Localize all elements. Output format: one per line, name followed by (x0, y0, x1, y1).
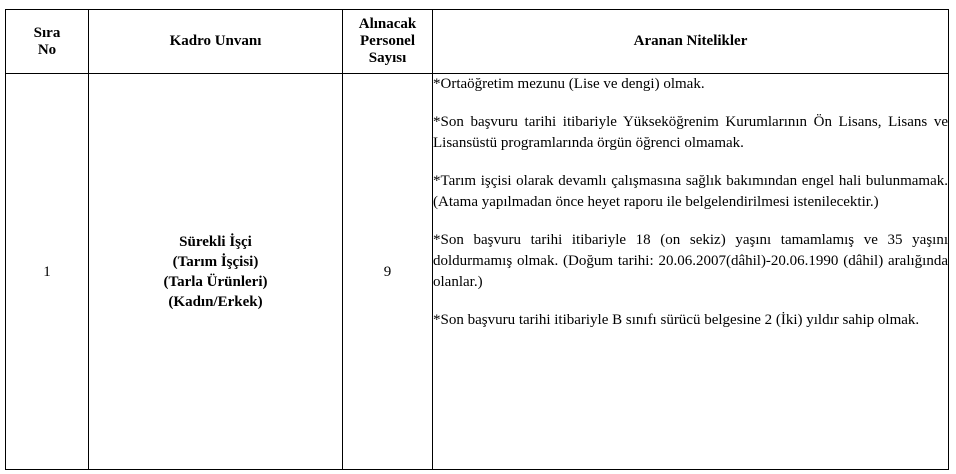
kadro-line-1: Sürekli İşçi (179, 233, 252, 250)
personnel-requirements-table (5, 9, 949, 470)
header-personel-sayisi (343, 10, 433, 74)
header-sira-line-1: Sıra (33, 24, 61, 41)
header-row (6, 10, 949, 74)
cell-sira-no: 1 (6, 74, 89, 470)
requirement-item: *Son başvuru tarihi itibariyle Yükseköğrenim Kurumlarının Ön Lisans, Lisans ve Lisansüstü programlarında örgün öğrenci olmamak. (433, 114, 948, 151)
kadro-line-2: (Tarım İşçisi) (172, 253, 259, 270)
requirement-item: *Ortaöğretim mezunu (Lise ve dengi) olmak. (433, 76, 705, 92)
header-personel-line-1: Alınacak (358, 16, 417, 32)
cell-aranan-nitelikler (433, 74, 949, 470)
kadro-line-3: (Tarla Ürünleri) (163, 273, 268, 290)
header-personel-line-3: Sayısı (368, 50, 407, 66)
requirement-item: *Tarım işçisi olarak devamlı çalışmasına sağlık bakımından engel hali bulunmamak. (Atama yapılmadan önce heyet raporu ile belgelendirilmesi istenilecektir.) (433, 173, 948, 210)
kadro-line-4: (Kadın/Erkek) (168, 293, 263, 310)
table-row (6, 74, 949, 470)
requirement-item: *Son başvuru tarihi itibariyle 18 (on sekiz) yaşını tamamlamış ve 35 yaşını doldurmamış olmak. (Doğum tarihi: 20.06.2007(dâhil)-20.06.1990 (dâhil) aralığında olanlar.) (433, 232, 948, 290)
header-sira-line-2: No (37, 41, 57, 58)
requirement-item: *Son başvuru tarihi itibariyle B sınıfı sürücü belgesine 2 (İki) yıldır sahip olmak. (433, 312, 920, 328)
cell-personel-sayisi: 9 (343, 74, 433, 470)
header-personel-line-2: Personel (360, 33, 415, 49)
header-sira-no (6, 10, 89, 74)
header-kadro-unvani: Kadro Unvanı (89, 10, 343, 74)
header-aranan-nitelikler: Aranan Nitelikler (433, 10, 949, 74)
cell-kadro-unvani (89, 74, 343, 470)
